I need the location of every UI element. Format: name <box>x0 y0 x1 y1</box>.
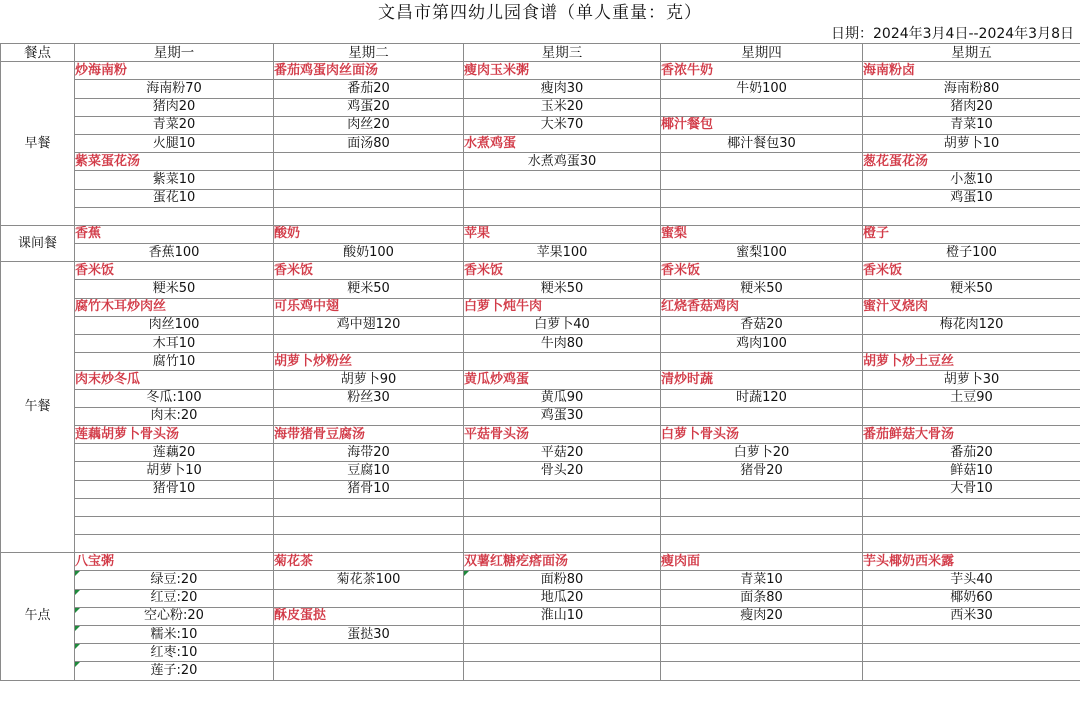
dish-name-cell[interactable]: 番茄鲜菇大骨汤 <box>863 425 1080 443</box>
ingredient-cell[interactable] <box>274 535 464 553</box>
ingredient-cell[interactable] <box>661 626 863 644</box>
ingredient-cell[interactable]: 胡萝卜10 <box>75 462 274 480</box>
ingredient-cell[interactable]: 鸡蛋30 <box>464 407 661 425</box>
dish-name-cell[interactable]: 香米饭 <box>661 262 863 280</box>
ingredient-cell[interactable] <box>274 644 464 662</box>
ingredient-cell[interactable]: 水煮鸡蛋30 <box>464 153 661 171</box>
dish-name-cell[interactable]: 椰汁餐包 <box>661 116 863 134</box>
ingredient-cell[interactable] <box>464 662 661 680</box>
dish-name-cell[interactable]: 瘦肉面 <box>661 553 863 571</box>
ingredient-cell[interactable]: 莲藕20 <box>75 444 274 462</box>
ingredient-cell[interactable] <box>661 516 863 534</box>
ingredient-cell[interactable] <box>863 535 1080 553</box>
ingredient-cell[interactable]: 木耳10 <box>75 335 274 353</box>
ingredient-cell[interactable]: 香菇20 <box>661 316 863 334</box>
ingredient-cell[interactable]: 红豆:20 <box>75 589 274 607</box>
afternoon-row <box>1 607 1080 625</box>
ingredient-cell[interactable]: 白萝卜20 <box>661 444 863 462</box>
ingredient-cell[interactable] <box>464 189 661 207</box>
menu-table <box>0 43 1080 681</box>
ingredient-cell[interactable]: 肉丝20 <box>274 116 464 134</box>
ingredient-cell[interactable]: 海带20 <box>274 444 464 462</box>
dish-name-cell[interactable]: 海南粉卤 <box>863 62 1080 80</box>
dish-name-cell[interactable]: 红烧香菇鸡肉 <box>661 298 863 316</box>
dish-name-cell[interactable]: 橙子 <box>863 225 1080 243</box>
ingredient-cell[interactable] <box>661 98 863 116</box>
dish-name-cell[interactable]: 白萝卜炖牛肉 <box>464 298 661 316</box>
ingredient-cell[interactable] <box>274 153 464 171</box>
snack-row <box>1 225 1080 243</box>
dish-name-cell[interactable]: 苹果 <box>464 225 661 243</box>
meal-label-afternoon[interactable]: 午点 <box>1 553 75 680</box>
ingredient-cell[interactable] <box>75 498 274 516</box>
dish-name-cell[interactable]: 胡萝卜炒土豆丝 <box>863 353 1080 371</box>
dish-name-cell[interactable]: 炒海南粉 <box>75 62 274 80</box>
ingredient-cell[interactable]: 豆腐10 <box>274 462 464 480</box>
ingredient-cell[interactable]: 牛肉80 <box>464 335 661 353</box>
lunch-row <box>1 353 1080 371</box>
ingredient-cell[interactable]: 鸡中翅120 <box>274 316 464 334</box>
header-day[interactable]: 星期三 <box>464 44 661 62</box>
dish-name-cell[interactable]: 香米饭 <box>464 262 661 280</box>
dish-name-cell[interactable]: 香蕉 <box>75 225 274 243</box>
afternoon-row <box>1 644 1080 662</box>
dish-name-cell[interactable]: 香浓牛奶 <box>661 62 863 80</box>
ingredient-cell[interactable] <box>274 207 464 225</box>
ingredient-cell[interactable] <box>661 662 863 680</box>
header-meal[interactable]: 餐点 <box>1 44 75 62</box>
ingredient-cell[interactable]: 冬瓜:100 <box>75 389 274 407</box>
ingredient-cell[interactable]: 粳米50 <box>274 280 464 298</box>
ingredient-cell[interactable]: 粳米50 <box>75 280 274 298</box>
ingredient-cell[interactable]: 肉末:20 <box>75 407 274 425</box>
ingredient-cell[interactable]: 青菜20 <box>75 116 274 134</box>
dish-name-cell[interactable]: 瘦肉玉米粥 <box>464 62 661 80</box>
ingredient-cell[interactable]: 鸡蛋20 <box>274 98 464 116</box>
ingredient-cell[interactable]: 青菜10 <box>661 571 863 589</box>
ingredient-cell[interactable]: 火腿10 <box>75 134 274 152</box>
lunch-row <box>1 516 1080 534</box>
afternoon-row <box>1 662 1080 680</box>
ingredient-cell[interactable]: 瘦肉20 <box>661 607 863 625</box>
ingredient-cell[interactable]: 黄瓜90 <box>464 389 661 407</box>
ingredient-cell[interactable] <box>661 407 863 425</box>
ingredient-cell[interactable]: 粳米50 <box>661 280 863 298</box>
ingredient-cell[interactable]: 猪骨10 <box>274 480 464 498</box>
ingredient-cell[interactable] <box>863 498 1080 516</box>
breakfast-row <box>1 134 1080 152</box>
ingredient-cell[interactable] <box>464 644 661 662</box>
ingredient-cell[interactable]: 苹果100 <box>464 244 661 262</box>
lunch-row <box>1 444 1080 462</box>
ingredient-cell[interactable]: 菊花茶100 <box>274 571 464 589</box>
dish-name-cell[interactable]: 香米饭 <box>863 262 1080 280</box>
ingredient-cell[interactable]: 玉米20 <box>464 98 661 116</box>
ingredient-cell[interactable] <box>464 353 661 371</box>
ingredient-cell[interactable]: 猪骨10 <box>75 480 274 498</box>
lunch-row <box>1 371 1080 389</box>
header-day[interactable]: 星期四 <box>661 44 863 62</box>
afternoon-row <box>1 589 1080 607</box>
ingredient-cell[interactable] <box>661 171 863 189</box>
lunch-row <box>1 262 1080 280</box>
ingredient-cell[interactable]: 粳米50 <box>464 280 661 298</box>
ingredient-cell[interactable]: 酸奶100 <box>274 244 464 262</box>
ingredient-cell[interactable]: 红枣:10 <box>75 644 274 662</box>
ingredient-cell[interactable]: 鸡蛋10 <box>863 189 1080 207</box>
breakfast-row <box>1 189 1080 207</box>
ingredient-cell[interactable]: 平菇20 <box>464 444 661 462</box>
header-day[interactable]: 星期五 <box>863 44 1080 62</box>
dish-name-cell[interactable]: 蜜汁叉烧肉 <box>863 298 1080 316</box>
ingredient-cell[interactable] <box>274 335 464 353</box>
ingredient-cell[interactable]: 番茄20 <box>274 80 464 98</box>
dish-name-cell[interactable]: 莲藕胡萝卜骨头汤 <box>75 425 274 443</box>
lunch-row <box>1 462 1080 480</box>
ingredient-cell[interactable]: 椰汁餐包30 <box>661 134 863 152</box>
ingredient-cell[interactable] <box>464 480 661 498</box>
dish-name-cell[interactable]: 菊花茶 <box>274 553 464 571</box>
ingredient-cell[interactable]: 猪骨20 <box>661 462 863 480</box>
ingredient-cell[interactable]: 橙子100 <box>863 244 1080 262</box>
dish-name-cell[interactable]: 番茄鸡蛋肉丝面汤 <box>274 62 464 80</box>
afternoon-row <box>1 626 1080 644</box>
ingredient-cell[interactable]: 地瓜20 <box>464 589 661 607</box>
lunch-row <box>1 480 1080 498</box>
lunch-row <box>1 425 1080 443</box>
ingredient-cell[interactable]: 面条80 <box>661 589 863 607</box>
dish-name-cell[interactable]: 水煮鸡蛋 <box>464 134 661 152</box>
ingredient-cell[interactable] <box>75 207 274 225</box>
ingredient-cell[interactable] <box>274 589 464 607</box>
ingredient-cell[interactable]: 大米70 <box>464 116 661 134</box>
ingredient-cell[interactable]: 青菜10 <box>863 116 1080 134</box>
ingredient-cell[interactable] <box>661 480 863 498</box>
ingredient-cell[interactable]: 胡萝卜90 <box>274 371 464 389</box>
breakfast-row <box>1 80 1080 98</box>
ingredient-cell[interactable] <box>464 498 661 516</box>
lunch-row <box>1 280 1080 298</box>
ingredient-cell[interactable] <box>863 662 1080 680</box>
ingredient-cell[interactable]: 胡萝卜30 <box>863 371 1080 389</box>
dish-name-cell[interactable]: 双薯红糖疙瘩面汤 <box>464 553 661 571</box>
dish-name-cell[interactable]: 清炒时蔬 <box>661 371 863 389</box>
ingredient-cell[interactable]: 鸡肉100 <box>661 335 863 353</box>
afternoon-row <box>1 553 1080 571</box>
breakfast-row <box>1 98 1080 116</box>
dish-name-cell[interactable]: 黄瓜炒鸡蛋 <box>464 371 661 389</box>
ingredient-cell[interactable] <box>274 498 464 516</box>
ingredient-cell[interactable]: 海南粉80 <box>863 80 1080 98</box>
ingredient-cell[interactable]: 瘦肉30 <box>464 80 661 98</box>
breakfast-row <box>1 171 1080 189</box>
header-row <box>1 44 1080 62</box>
ingredient-cell[interactable]: 肉丝100 <box>75 316 274 334</box>
dish-name-cell[interactable]: 可乐鸡中翅 <box>274 298 464 316</box>
dish-name-cell[interactable]: 酥皮蛋挞 <box>274 607 464 625</box>
meal-label-lunch[interactable]: 午餐 <box>1 262 75 553</box>
lunch-row <box>1 335 1080 353</box>
lunch-row <box>1 498 1080 516</box>
ingredient-cell[interactable] <box>661 535 863 553</box>
breakfast-row <box>1 62 1080 80</box>
dish-name-cell[interactable]: 海带猪骨豆腐汤 <box>274 425 464 443</box>
ingredient-cell[interactable] <box>863 644 1080 662</box>
header-day[interactable]: 星期二 <box>274 44 464 62</box>
breakfast-row <box>1 207 1080 225</box>
ingredient-cell[interactable]: 面汤80 <box>274 134 464 152</box>
dish-name-cell[interactable]: 香米饭 <box>75 262 274 280</box>
meal-label-snack[interactable]: 课间餐 <box>1 225 75 261</box>
ingredient-cell[interactable]: 土豆90 <box>863 389 1080 407</box>
ingredient-cell[interactable] <box>464 516 661 534</box>
ingredient-cell[interactable] <box>863 207 1080 225</box>
dish-name-cell[interactable]: 葱花蛋花汤 <box>863 153 1080 171</box>
ingredient-cell[interactable]: 时蔬120 <box>661 389 863 407</box>
ingredient-cell[interactable] <box>274 171 464 189</box>
ingredient-cell[interactable]: 香蕉100 <box>75 244 274 262</box>
ingredient-cell[interactable]: 粉丝30 <box>274 389 464 407</box>
ingredient-cell[interactable]: 椰奶60 <box>863 589 1080 607</box>
dish-name-cell[interactable]: 蜜梨 <box>661 225 863 243</box>
ingredient-cell[interactable]: 蜜梨100 <box>661 244 863 262</box>
ingredient-cell[interactable]: 西米30 <box>863 607 1080 625</box>
ingredient-cell[interactable]: 牛奶100 <box>661 80 863 98</box>
ingredient-cell[interactable]: 粳米50 <box>863 280 1080 298</box>
ingredient-cell[interactable] <box>464 171 661 189</box>
ingredient-cell[interactable]: 海南粉70 <box>75 80 274 98</box>
ingredient-cell[interactable]: 莲子:20 <box>75 662 274 680</box>
ingredient-cell[interactable] <box>863 335 1080 353</box>
ingredient-cell[interactable] <box>464 207 661 225</box>
ingredient-cell[interactable] <box>274 662 464 680</box>
lunch-row <box>1 316 1080 334</box>
breakfast-row <box>1 153 1080 171</box>
meal-label-breakfast[interactable]: 早餐 <box>1 62 75 226</box>
ingredient-cell[interactable] <box>863 626 1080 644</box>
snack-row <box>1 244 1080 262</box>
ingredient-cell[interactable] <box>661 498 863 516</box>
ingredient-cell[interactable]: 大骨10 <box>863 480 1080 498</box>
dish-name-cell[interactable]: 八宝粥 <box>75 553 274 571</box>
dish-name-cell[interactable]: 腐竹木耳炒肉丝 <box>75 298 274 316</box>
ingredient-cell[interactable]: 梅花肉120 <box>863 316 1080 334</box>
ingredient-cell[interactable]: 芋头40 <box>863 571 1080 589</box>
ingredient-cell[interactable]: 淮山10 <box>464 607 661 625</box>
ingredient-cell[interactable]: 猪肉20 <box>863 98 1080 116</box>
ingredient-cell[interactable]: 胡萝卜10 <box>863 134 1080 152</box>
ingredient-cell[interactable] <box>863 516 1080 534</box>
ingredient-cell[interactable]: 空心粉:20 <box>75 607 274 625</box>
ingredient-cell[interactable]: 蛋挞30 <box>274 626 464 644</box>
ingredient-cell[interactable] <box>863 407 1080 425</box>
page-title: 文昌市第四幼儿园食谱（单人重量：克） <box>378 3 702 23</box>
date-range: 日期：2024年3月4日--2024年3月8日 <box>831 26 1074 42</box>
dish-name-cell[interactable]: 胡萝卜炒粉丝 <box>274 353 464 371</box>
dish-name-cell[interactable]: 紫菜蛋花汤 <box>75 153 274 171</box>
ingredient-cell[interactable]: 番茄20 <box>863 444 1080 462</box>
ingredient-cell[interactable] <box>75 535 274 553</box>
ingredient-cell[interactable]: 白萝卜40 <box>464 316 661 334</box>
ingredient-cell[interactable]: 小葱10 <box>863 171 1080 189</box>
ingredient-cell[interactable] <box>75 516 274 534</box>
ingredient-cell[interactable] <box>661 153 863 171</box>
ingredient-cell[interactable]: 骨头20 <box>464 462 661 480</box>
header-day[interactable]: 星期一 <box>75 44 274 62</box>
ingredient-cell[interactable] <box>661 207 863 225</box>
lunch-row <box>1 389 1080 407</box>
dish-name-cell[interactable]: 肉末炒冬瓜 <box>75 371 274 389</box>
dish-name-cell[interactable]: 芋头椰奶西米露 <box>863 553 1080 571</box>
ingredient-cell[interactable] <box>274 516 464 534</box>
dish-name-cell[interactable]: 白萝卜骨头汤 <box>661 425 863 443</box>
ingredient-cell[interactable] <box>464 535 661 553</box>
lunch-row <box>1 535 1080 553</box>
lunch-row <box>1 407 1080 425</box>
ingredient-cell[interactable]: 糯米:10 <box>75 626 274 644</box>
ingredient-cell[interactable] <box>661 189 863 207</box>
ingredient-cell[interactable]: 猪肉20 <box>75 98 274 116</box>
ingredient-cell[interactable] <box>274 407 464 425</box>
ingredient-cell[interactable]: 绿豆:20 <box>75 571 274 589</box>
ingredient-cell[interactable]: 鲜菇10 <box>863 462 1080 480</box>
ingredient-cell[interactable] <box>274 189 464 207</box>
afternoon-row <box>1 571 1080 589</box>
ingredient-cell[interactable] <box>661 644 863 662</box>
ingredient-cell[interactable]: 紫菜10 <box>75 171 274 189</box>
dish-name-cell[interactable]: 香米饭 <box>274 262 464 280</box>
ingredient-cell[interactable] <box>661 353 863 371</box>
ingredient-cell[interactable] <box>464 626 661 644</box>
ingredient-cell[interactable]: 蛋花10 <box>75 189 274 207</box>
dish-name-cell[interactable]: 平菇骨头汤 <box>464 425 661 443</box>
breakfast-row <box>1 116 1080 134</box>
ingredient-cell[interactable]: 腐竹10 <box>75 353 274 371</box>
lunch-row <box>1 298 1080 316</box>
dish-name-cell[interactable]: 酸奶 <box>274 225 464 243</box>
ingredient-cell[interactable]: 面粉80 <box>464 571 661 589</box>
